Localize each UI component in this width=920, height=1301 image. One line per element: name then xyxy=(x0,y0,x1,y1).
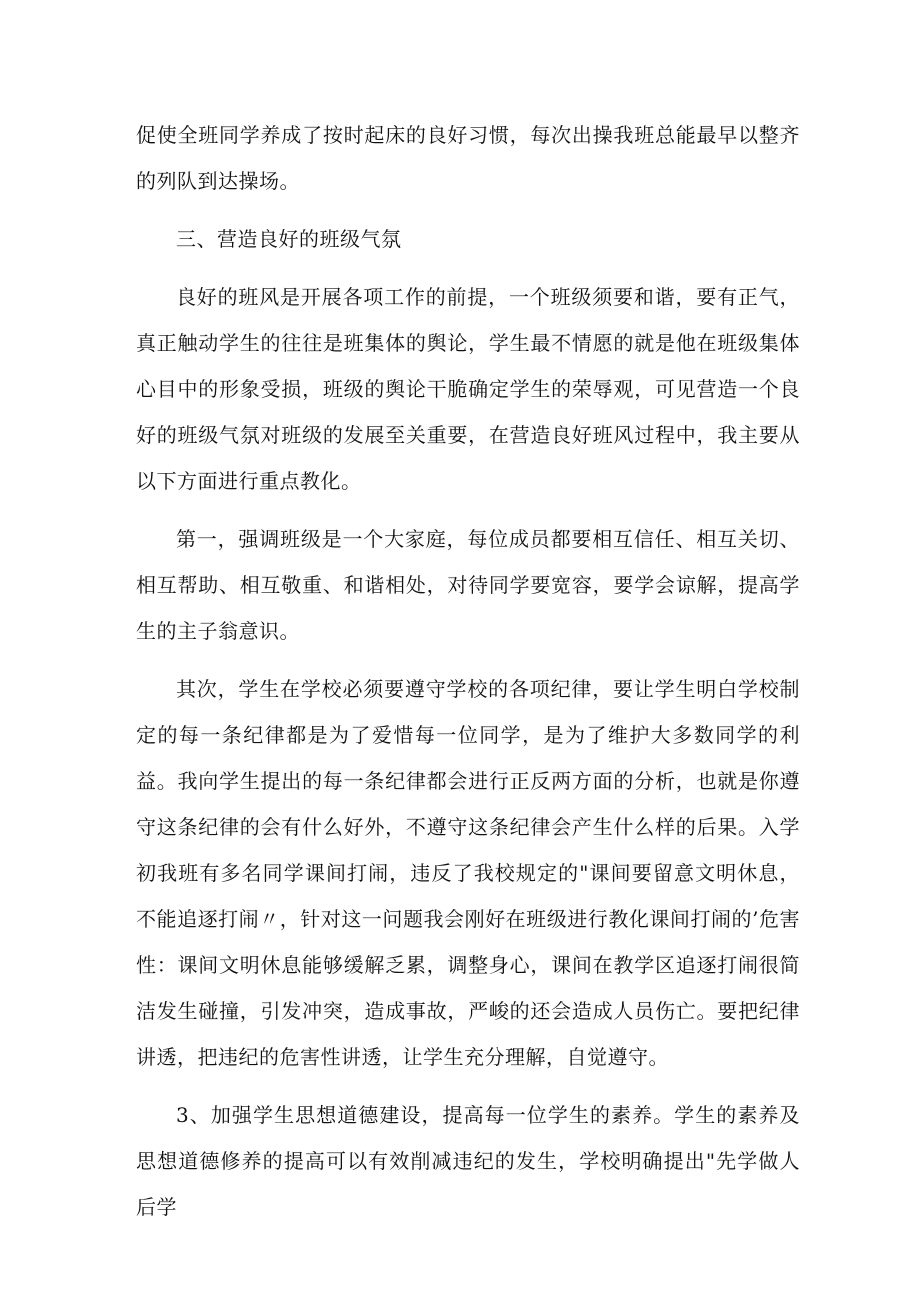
paragraph-class-atmosphere: 良好的班风是开展各项工作的前提，一个班级须要和谐，要有正气，真正触动学生的往往是班集体的舆论，学生最不情愿的就是他在班级集体心目中的形象受损，班级的舆论干脆确定学生的荣辱观，可见营造一个良好的班级气氛对班级的发展至关重要，在营造良好班风过程中，我主要从以下方面进行重点教化。 xyxy=(136,285,800,493)
document-body xyxy=(136,112,800,1242)
paragraph-continuation: 促使全班同学养成了按时起床的良好习惯，每次出操我班总能最早以整齐的列队到达操场。 xyxy=(136,123,800,193)
section-heading: 三、营造良好的班级气氛 xyxy=(176,227,402,251)
paragraph-second-point: 其次，学生在学校必须要遵守学校的各项纪律，要让学生明白学校制定的每一条纪律都是为了爱惜每一位同学，是为了维护大多数同学的利益。我向学生提出的每一条纪律都会进行正反两方面的分析，也就是你遵守这条纪律的会有什么好外，不遵守这条纪律会产生什么样的后果。入学初我班有多名同学课间打闹，违反了我校规定的"课间要留意文明休息，不能追逐打闹〃，针对这一问题我会刚好在班级进行教化课间打闹的’危害性：课间文明休息能够缓解乏累，调整身心，课间在教学区追逐打闹很简洁发生碰撞，引发冲突，造成事故，严峻的还会造成人员伤亡。要把纪律讲透，把违纪的危害性讲透，让学生充分理解，自觉遵守。 xyxy=(136,677,800,1069)
paragraph-third-point: 3、加强学生思想道德建设，提高每一位学生的素养。学生的素养及思想道德修养的提高可以有效削减违纪的发生，学校明确提出"先学做人后学 xyxy=(136,1103,800,1219)
paragraph-first-point: 第一，强调班级是一个大家庭，每位成员都要相互信任、相互关切、相互帮助、相互敬重、和谐相处，对待同学要宽容，要学会谅解，提高学生的主子翁意识。 xyxy=(136,527,800,643)
